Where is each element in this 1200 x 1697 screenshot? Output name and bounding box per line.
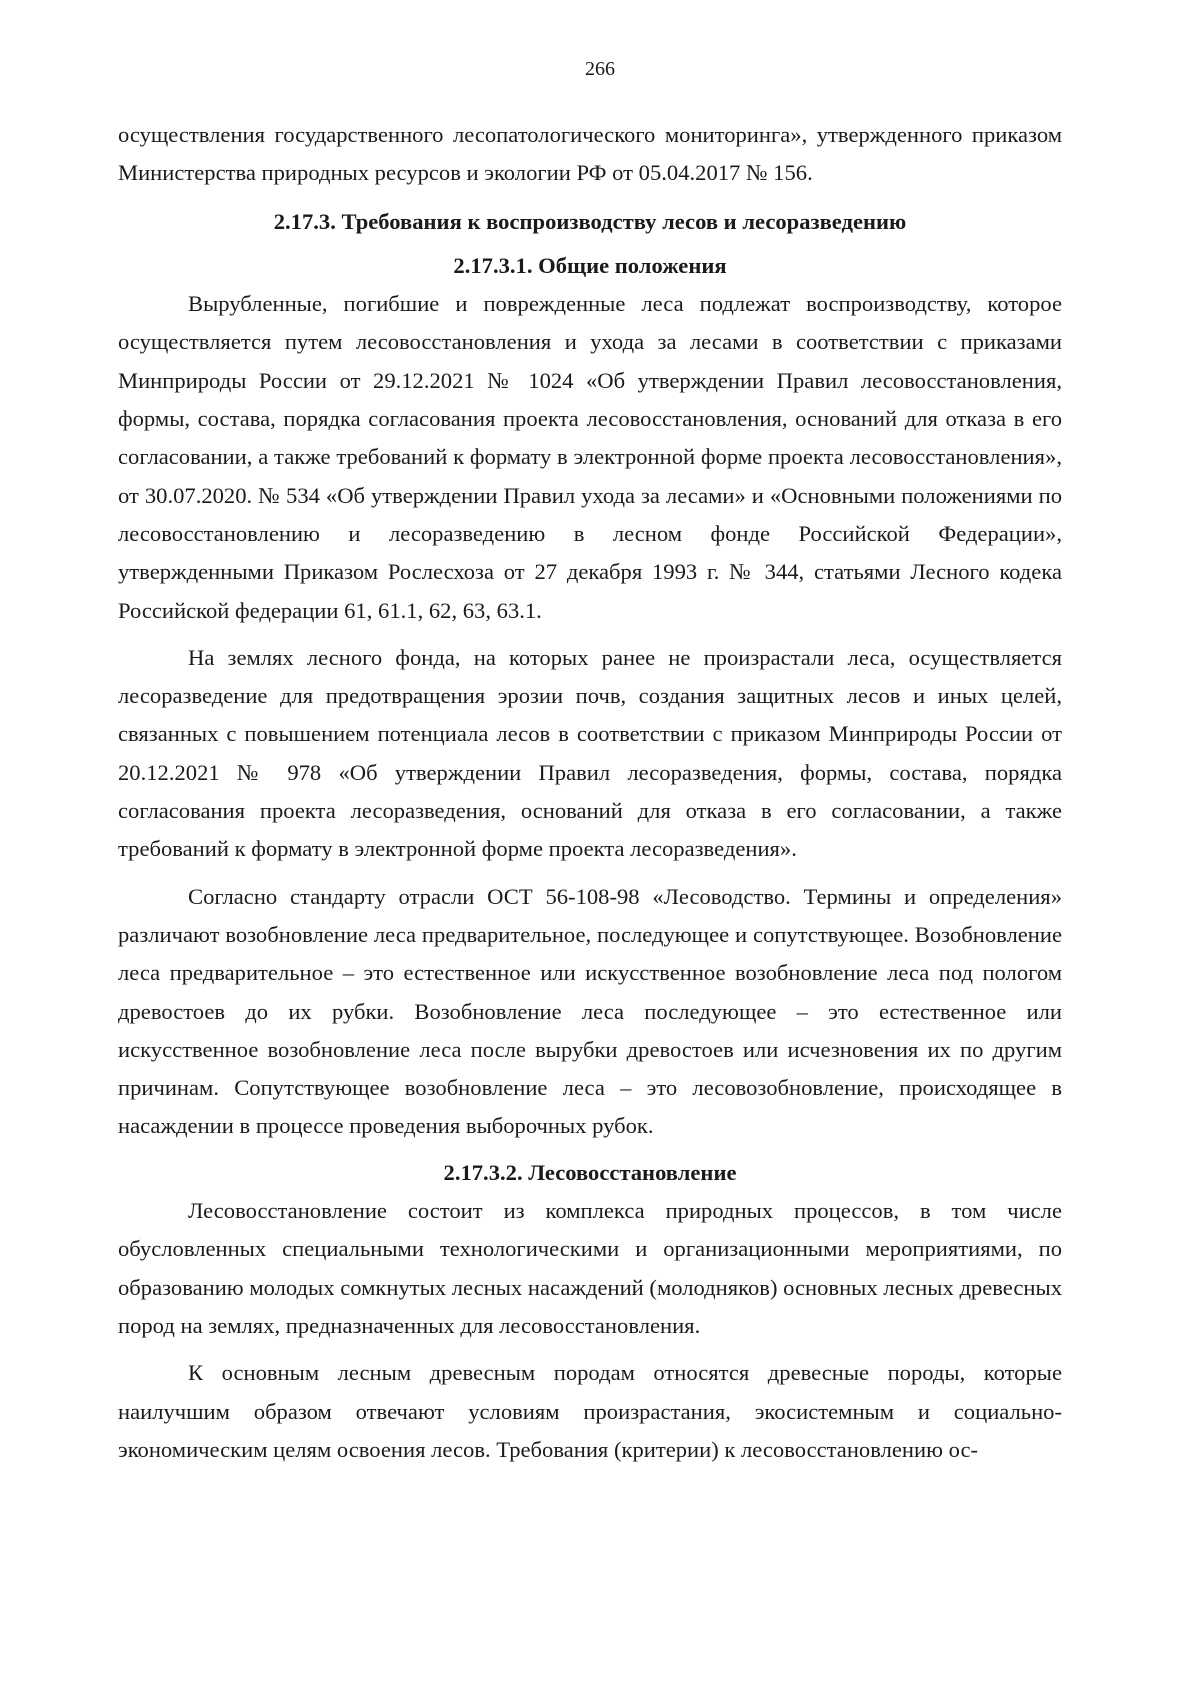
paragraph: Согласно стандарту отрасли ОСТ 56-108-98 «Лесоводство. Термины и определения» различают возобновление леса предварительное, последующее и сопутствующее. Возобновление леса предварительное – это естественное или искусственное возобновление леса под пологом древостоев до их рубки. Возобновление леса последующее – это естественное или искусственное возобновление леса после вырубки древостоев или исчезновения их по другим причинам. Сопутствующее возобновление леса – это лесовозобновление, происходящее в насаждении в процессе проведения выборочных рубок. [118, 883, 1062, 1139]
subsection-heading-general: 2.17.3.1. Общие положения [453, 252, 727, 278]
paragraph: К основным лесным древесным породам относятся древесные породы, которые наилучшим образом отвечают условиям произрастания, экосистемным и социально-экономическим целям освоения лесов. Требования (критерии) к лесовосстановлению ос- [118, 1360, 1062, 1462]
subsection-heading-reforestation: 2.17.3.2. Лесовосстановление [443, 1159, 737, 1185]
page-number: 266 [585, 58, 615, 80]
section-heading: 2.17.3. Требования к воспроизводству лесов и лесоразведению [273, 208, 907, 234]
paragraph: На землях лесного фонда, на которых ранее не произрастали леса, осуществляется лесоразведение для предотвращения эрозии почв, создания защитных лесов и иных целей, связанных с повышением потенциала лесов в соответствии с приказом Минприроды России от 20.12.2021 № 978 «Об утверждении Правил лесоразведения, формы, состава, порядка согласования проекта лесоразведения, оснований для отказа в его согласовании, а также требований к формату в электронной форме проекта лесоразведения». [118, 644, 1062, 862]
document-body [118, 116, 1062, 1469]
paragraph-continuation: осуществления государственного лесопатологического мониторинга», утвержденного приказом Министерства природных ресурсов и экологии РФ от 05.04.2017 № 156. [118, 122, 1062, 186]
paragraph: Вырубленные, погибшие и поврежденные леса подлежат воспроизводству, которое осуществляется путем лесовосстановления и ухода за лесами в соответствии с приказами Минприроды России от 29.12.2021 № 1024 «Об утверждении Правил лесовосстановления, формы, состава, порядка согласования проекта лесовосстановления, оснований для отказа в его согласовании, а также требований к формату в электронной форме проекта лесовосстановления», от 30.07.2020. № 534 «Об утверждении Правил ухода за лесами» и «Основными положениями по лесовосстановлению и лесоразведению в лесном фонде Российской Федерации», утвержденными Приказом Рослесхоза от 27 декабря 1993 г. № 344, статьями Лесного кодека Российской федерации 61, 61.1, 62, 63, 63.1. [118, 291, 1062, 623]
paragraph: Лесовосстановление состоит из комплекса природных процессов, в том числе обусловленных специальными технологическими и организационными мероприятиями, по образованию молодых сомкнутых лесных насаждений (молодняков) основных лесных древесных пород на землях, предназначенных для лесовосстановления. [118, 1198, 1062, 1338]
